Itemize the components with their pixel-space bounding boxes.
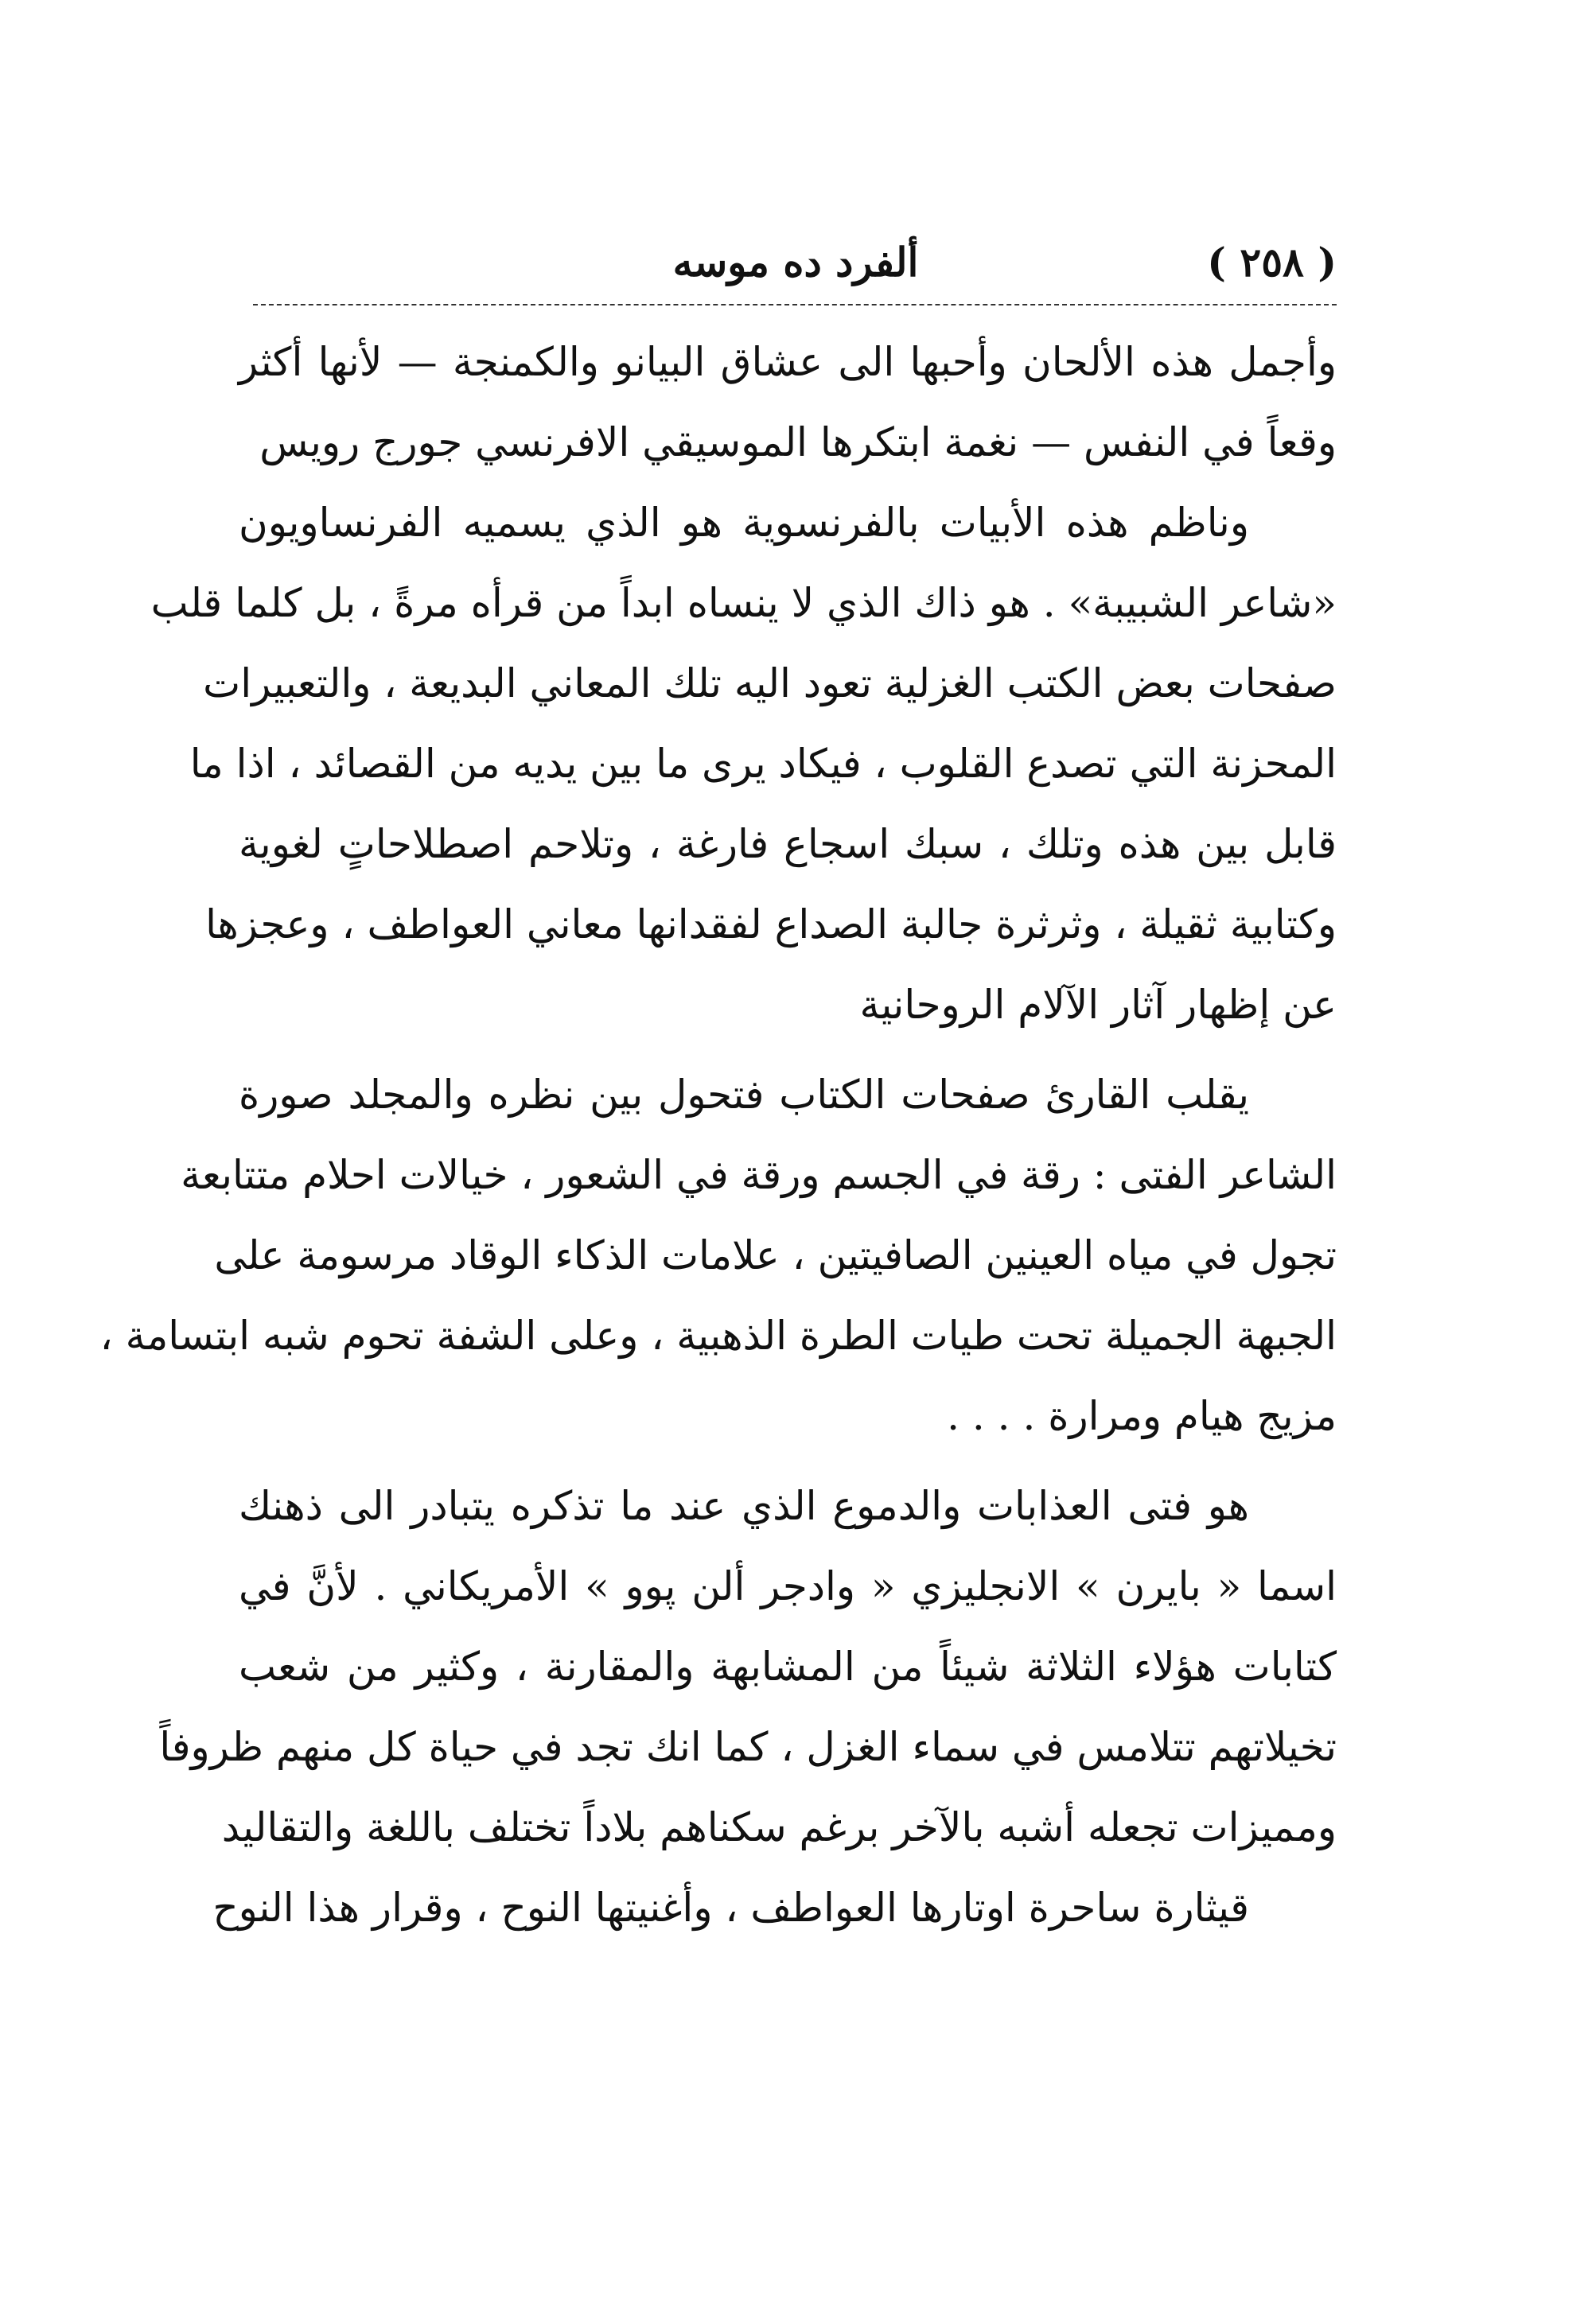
text-line: هو فتى العذابات والدموع الذي عند ما تذكره يتبادر الى ذهنك [239,1483,1249,1529]
page-number: ( ٢٥٨ ) [1207,239,1337,286]
text-line: الشاعر الفتى : رقة في الجسم ورقة في الشعور ، خيالات احلام متتابعة [181,1152,1337,1198]
text-line: ومميزات تجعله أشبه بالآخر برغم سكناهم بلاداً تختلف باللغة والتقاليد [221,1804,1337,1850]
text-line: عن إظهار آثار الآلام الروحانية [859,982,1337,1028]
paragraph-gap [239,1045,1337,1055]
paragraph-2 [150,483,1337,1045]
body-text [99,322,1337,1948]
text-line: وقعاً في النفس — نغمة ابتكرها الموسيقي الافرنسي جورج رويس [259,419,1337,465]
paragraph-1 [239,322,1337,483]
text-line: تجول في مياه العينين الصافيتين ، علامات الذكاء الوقاد مرسومة على [214,1232,1337,1278]
text-line: «شاعر الشبيبة» . هو ذاك الذي لا ينساه ابداً من قرأه مرةً ، بل كلما قلب [150,580,1337,626]
text-line: تخيلاتهم تتلامس في سماء الغزل ، كما انك تجد في حياة كل منهم ظروفاً [159,1724,1337,1770]
text-line: وكتابية ثقيلة ، وثرثرة جالبة الصداع لفقدانها معاني العواطف ، وعجزها [205,901,1337,947]
text-line: اسما « بايرن » الانجليزي « وادجر ألن پوو » الأمريكاني . لأنَّ في [239,1563,1337,1609]
text-line: صفحات بعض الكتب الغزلية تعود اليه تلك المعاني البديعة ، والتعبيرات [203,660,1337,706]
text-line: مزيج هيام ومرارة . . . . [947,1393,1337,1439]
text-line: كتابات هؤلاء الثلاثة شيئاً من المشابهة والمقارنة ، وكثير من شعب [239,1644,1337,1690]
paragraph-3 [99,1055,1337,1457]
text-line: يقلب القارئ صفحات الكتاب فتحول بين نظره والمجلد صورة [239,1072,1249,1118]
text-line: وأجمل هذه الألحان وأحبها الى عشاق البيانو والكمنجة — لأنها أكثر [239,339,1337,385]
text-line: المحزنة التي تصدع القلوب ، فيكاد يرى ما بين يديه من القصائد ، اذا ما [189,741,1337,787]
text-line: قيثارة ساحرة اوتارها العواطف ، وأغنيتها النوح ، وقرار هذا النوح [212,1885,1249,1931]
running-title: ألفرد ده موسه [672,239,919,286]
text-line: الجبهة الجميلة تحت طيات الطرة الذهبية ، وعلى الشفة تحوم شبه ابتسامة ، [99,1313,1337,1359]
page-header [239,231,1337,294]
paragraph-gap [239,1457,1337,1466]
header-divider [253,304,1337,305]
paragraph-4 [159,1466,1337,1868]
paragraph-5 [212,1868,1337,1948]
text-line: قابل بين هذه وتلك ، سبك اسجاع فارغة ، وتلاحم اصطلاحاتٍ لغوية [239,821,1337,867]
text-line: وناظم هذه الأبيات بالفرنسوية هو الذي يسميه الفرنساويون [239,500,1249,546]
